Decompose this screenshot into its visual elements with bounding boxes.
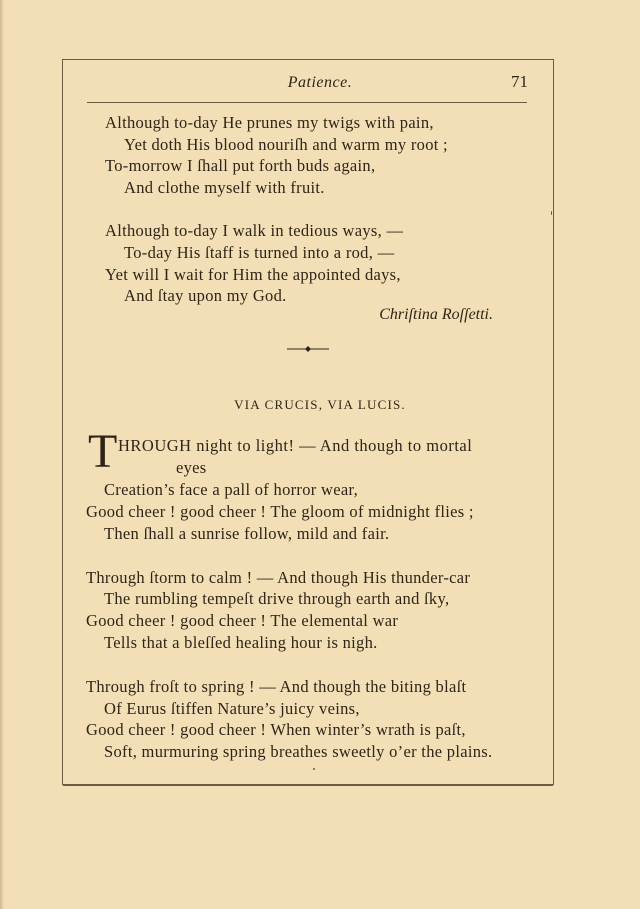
author-attribution: Chriſtina Roſſetti. [379, 306, 493, 323]
frame-bottom-rule [62, 784, 554, 785]
header-rule [87, 102, 527, 103]
ink-fleck [551, 211, 552, 215]
verse-line: Tells that a bleſſed healing hour is nigh. [104, 633, 378, 652]
verse-line: Soft, murmuring spring breathes sweetly o’er the plains. [104, 742, 493, 761]
page-edge [0, 0, 4, 909]
ink-fleck [313, 768, 315, 770]
verse-line: To-day His ſtaff is turned into a rod, — [124, 243, 395, 262]
verse-line: And ſtay upon my God. [124, 286, 287, 305]
verse-line: To-morrow I ſhall put forth buds again, [105, 156, 376, 175]
verse-line: Good cheer ! good cheer ! The elemental war [86, 611, 399, 630]
verse-line: Yet doth His blood nouriſh and warm my root ; [124, 135, 448, 154]
verse-line: Although to-day He prunes my twigs with pain, [105, 113, 434, 132]
verse-line: Yet will I wait for Him the appointed days, [105, 265, 401, 284]
verse-line: Through froſt to spring ! — And though the biting blaſt [86, 677, 467, 696]
verse-line: Good cheer ! good cheer ! The gloom of midnight flies ; [86, 502, 474, 521]
page-number: 71 [511, 72, 528, 91]
verse-line: Then ſhall a sunrise follow, mild and fair. [104, 524, 390, 543]
verse-line: Through ſtorm to calm ! — And though His thunder-car [86, 568, 471, 587]
verse-line: Although to-day I walk in tedious ways, — [105, 221, 404, 240]
verse-line-wrap: eyes [176, 458, 207, 477]
verse-line: Creation’s face a pall of horror wear, [104, 480, 359, 499]
running-header-title: Patience. [287, 74, 353, 91]
poem-title: VIA CRUCIS, VIA LUCIS. [234, 397, 406, 412]
verse-line: The rumbling tempeſt drive through earth and ſky, [104, 589, 450, 608]
drop-cap: T [88, 425, 118, 478]
verse-line: And clothe myself with fruit. [124, 178, 325, 197]
verse-line: Of Eurus ſtiffen Nature’s juicy veins, [104, 699, 360, 718]
verse-line: Good cheer ! good cheer ! When winter’s wrath is paſt, [86, 720, 466, 739]
verse-line: HROUGH night to light! — And though to mortal [118, 436, 473, 455]
section-divider-ornament [287, 345, 329, 353]
